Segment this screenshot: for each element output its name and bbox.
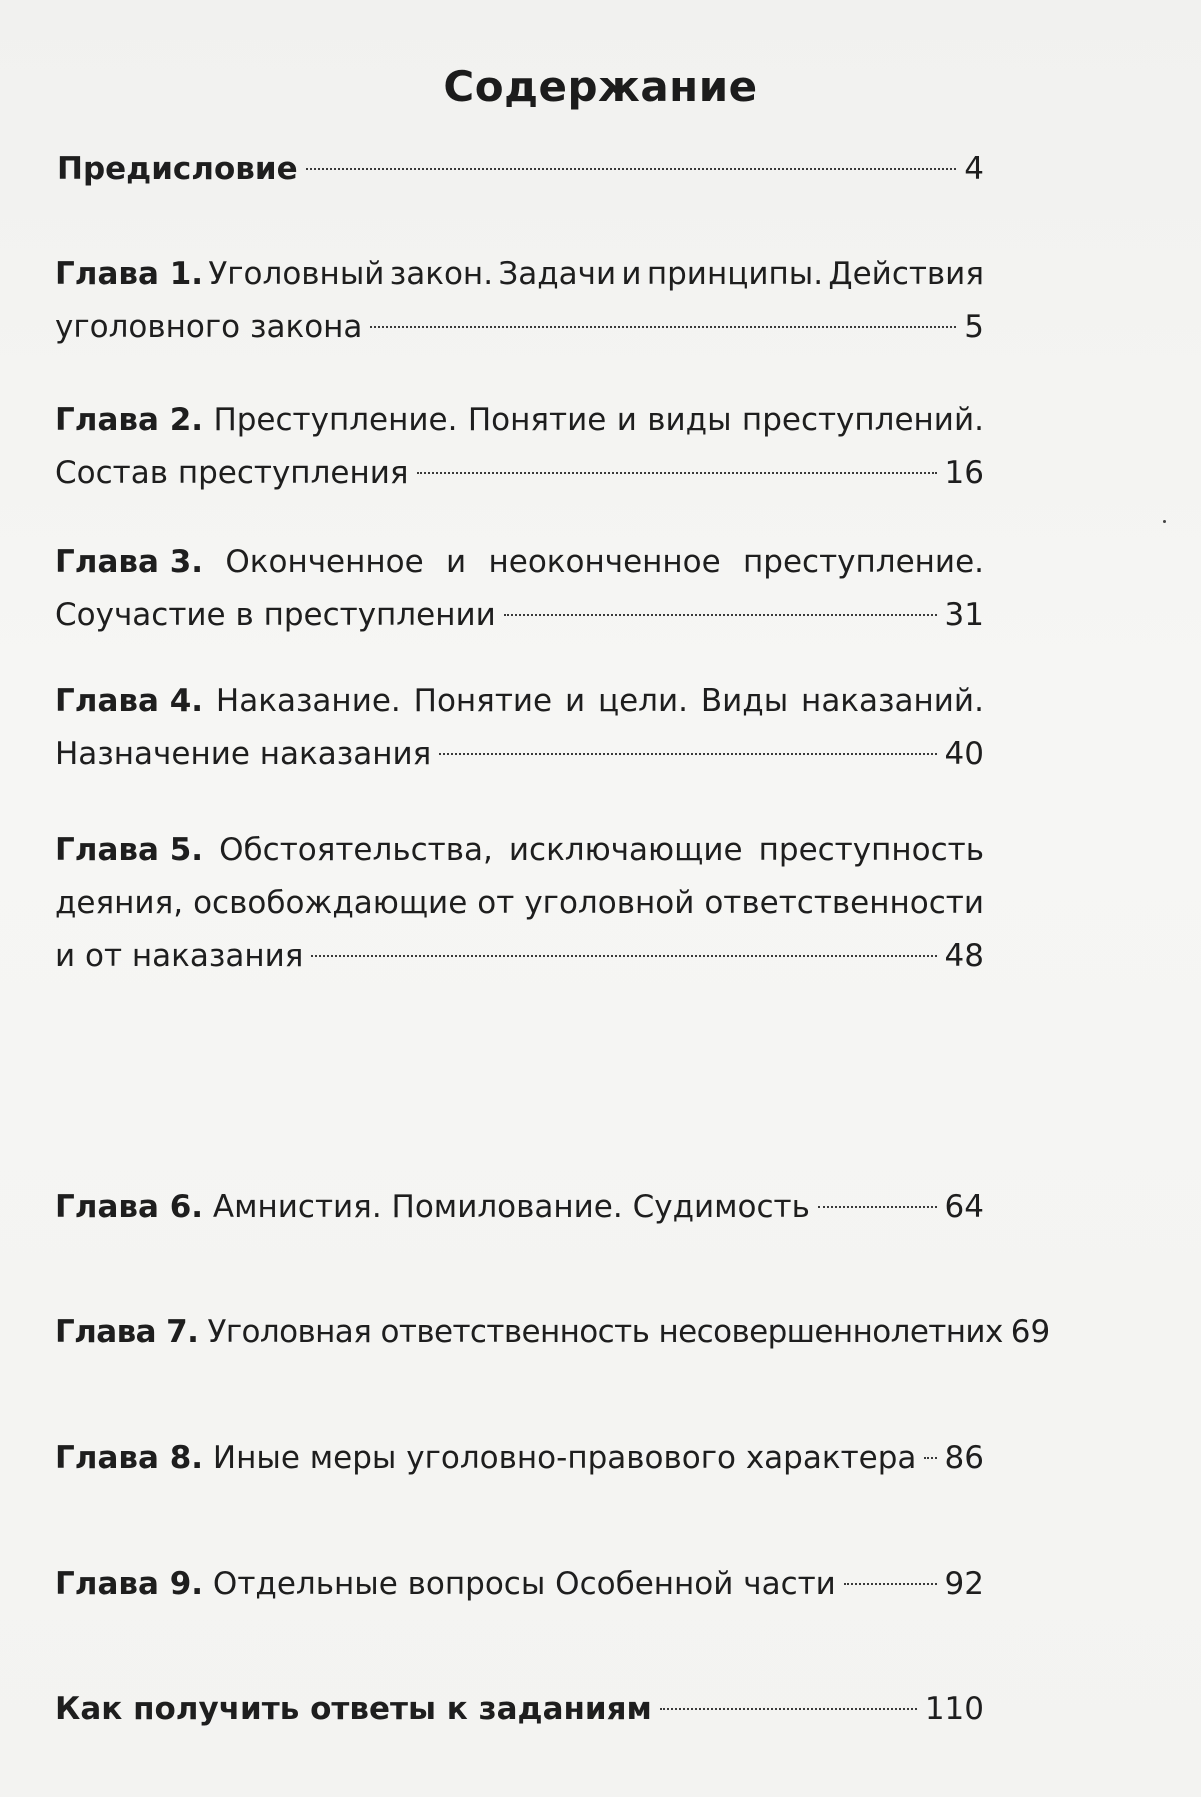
toc-entry-chapter-5 [55,824,984,983]
toc-entry-label: Иные меры уголовно-правового характера [212,1440,917,1476]
leader-dots [306,168,957,170]
toc-entry-chapter-2 [55,394,984,500]
chapter-prefix: Глава 1. [55,256,204,292]
word: Понятие [467,402,607,438]
word: Понятие [413,683,553,719]
leader-dots [818,1206,937,1208]
word: неоконченное [488,544,721,580]
word: принципы. [646,256,824,292]
toc-entry-label: Как получить ответы к заданиям [55,1691,652,1727]
word: и [564,683,586,719]
chapter-prefix: Глава 5. [55,832,204,868]
toc-line [57,143,984,196]
leader-dots [311,955,936,957]
word: Наказание. [215,683,401,719]
toc-entry-text [55,1181,810,1234]
page-title: Содержание [443,62,758,111]
word: деяния, [55,885,184,921]
toc-entry-chapter-6 [55,1181,984,1234]
word: Задачи [498,256,617,292]
toc-line [55,1683,984,1736]
toc-entry-chapter-4 [55,675,984,781]
chapter-prefix: Глава 9. [55,1566,204,1602]
word: Преступление. [213,402,458,438]
toc-line [55,589,984,642]
toc-entry-preface [57,143,984,196]
word: и [621,256,642,292]
toc-entry-chapter-8 [55,1432,984,1485]
page-number: 48 [944,938,984,974]
word: преступление. [743,544,984,580]
toc-entry-text [55,1558,836,1611]
leader-dots [504,614,937,616]
page-number: 4 [964,151,984,187]
toc-entry-chapter-3 [55,536,984,642]
page-number: 86 [944,1440,984,1476]
word: уголовной [524,885,695,921]
word: от [477,885,515,921]
word: закон. [389,256,494,292]
toc-entry-chapter-9 [55,1558,984,1611]
word: цели. [598,683,688,719]
toc-line [55,824,984,877]
page-number: 69 [1010,1314,1051,1350]
toc-line [55,728,984,781]
word: освобождающие [193,885,468,921]
leader-dots [439,753,936,755]
word: Уголовный [208,256,385,292]
toc-line [55,675,984,728]
toc-line [55,877,984,930]
page-number: 5 [964,309,984,345]
chapter-prefix: Глава 4. [55,683,204,719]
toc-line [55,301,984,354]
toc-entry-text [55,1306,1003,1359]
word: Обстоятельства, [219,832,493,868]
page-number: 110 [924,1691,984,1727]
word: исключающие [508,832,743,868]
toc-line [55,1558,984,1611]
toc-line [55,394,984,447]
word: Оконченное [225,544,424,580]
word: преступность [758,832,984,868]
toc-entry-chapter-7 [55,1306,1051,1359]
toc-entry-label: Предисловие [57,151,298,187]
toc-entry-label: Соучастие в преступлении [55,597,496,633]
chapter-prefix: Глава 3. [55,544,204,580]
toc-entry-label: Назначение наказания [55,736,432,772]
chapter-prefix: Глава 7. [55,1314,199,1350]
page-number: 16 [944,455,984,491]
word: наказаний. [801,683,984,719]
toc-line [55,536,984,589]
word: виды [647,402,732,438]
word: и [616,402,637,438]
leader-dots [660,1708,917,1710]
toc-entry-label: Состав преступления [55,455,409,491]
toc-entry-text [55,1432,916,1485]
toc-line [55,1306,1051,1359]
toc-entry-label: Уголовная ответственность несовершеннолетних [207,1314,1003,1350]
chapter-prefix: Глава 2. [55,402,204,438]
print-speck [1163,520,1166,523]
toc-entry-label: и от наказания [55,938,304,974]
leader-dots [417,472,937,474]
word: ответственности [704,885,984,921]
toc-line [55,930,984,983]
toc-entry-chapter-1 [55,248,984,354]
toc-entry-label: Отдельные вопросы Особенной части [212,1566,836,1602]
chapter-prefix: Глава 6. [55,1189,204,1225]
toc-entry-label: уголовного закона [55,309,363,345]
word: и [446,544,467,580]
leader-dots [370,326,956,328]
leader-dots [924,1457,936,1459]
toc-line [55,248,984,301]
toc-line [55,1181,984,1234]
toc-entry-answers [55,1683,984,1736]
toc-line [55,1432,984,1485]
word: Действия [828,256,984,292]
page-number: 64 [944,1189,984,1225]
page-number: 40 [944,736,984,772]
toc-line [55,447,984,500]
leader-dots [844,1583,937,1585]
page-number: 31 [944,597,984,633]
word: преступлений. [741,402,984,438]
toc-entry-label: Амнистия. Помилование. Судимость [212,1189,810,1225]
chapter-prefix: Глава 8. [55,1440,204,1476]
word: Виды [700,683,789,719]
page-number: 92 [944,1566,984,1602]
